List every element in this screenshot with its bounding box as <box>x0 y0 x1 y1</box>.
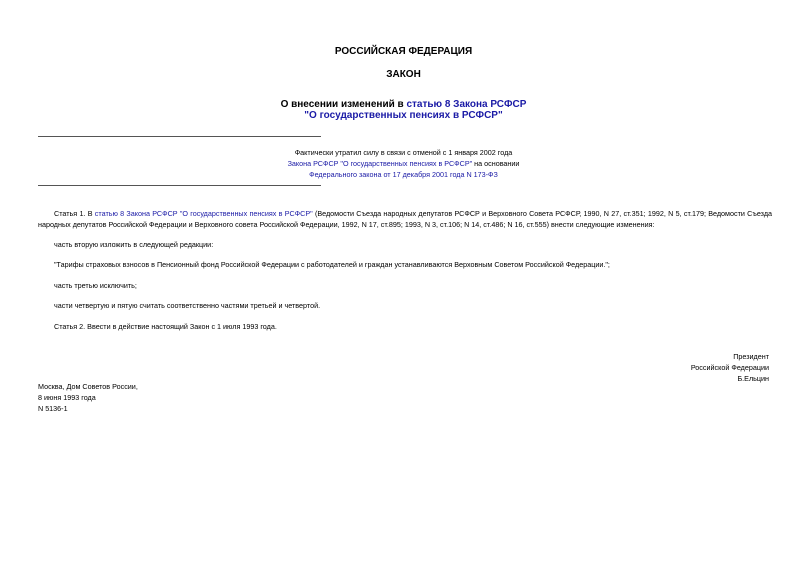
status-line-2 <box>0 158 807 169</box>
top-divider <box>38 136 321 137</box>
place-line: Москва, Дом Советов России, <box>38 382 138 391</box>
title-prefix: О внесении изменений в <box>280 99 407 110</box>
article-1-paragraph <box>38 208 772 230</box>
title-law-link[interactable]: "О государственных пенсиях в РСФСР" <box>304 110 503 121</box>
article-2-paragraph: Статья 2. Ввести в действие настоящий Закон с 1 июля 1993 года. <box>54 322 277 331</box>
status-federal-law-link[interactable]: Федерального закона от 17 декабря 2001 года N 173-ФЗ <box>309 170 498 179</box>
signature-name: Б.Ельцин <box>737 374 769 383</box>
status-line-2-rest: на основании <box>472 159 520 168</box>
signature-title: Президент <box>733 352 769 361</box>
status-law-link[interactable]: Закона РСФСР "О государственных пенсиях в РСФСР" <box>287 159 473 168</box>
signature-country: Российской Федерации <box>690 363 769 372</box>
paragraph-3: "Тарифы страховых взносов в Пенсионный фонд Российской Федерации с работодателей и граждан устанавливаются Верховным Советом Российской Федерации."; <box>54 260 610 269</box>
date-line: 8 июня 1993 года <box>38 393 96 402</box>
paragraph-2: часть вторую изложить в следующей редакции: <box>54 240 214 249</box>
paragraph-5: части четвертую и пятую считать соответственно частями третьей и четвертой. <box>54 301 321 310</box>
document-number: N 5136-1 <box>38 404 68 413</box>
country-heading: РОССИЙСКАЯ ФЕДЕРАЦИЯ <box>334 46 473 57</box>
article-1-start: Статья 1. В <box>54 209 95 218</box>
status-line-1: Фактически утратил силу в связи с отменой с 1 января 2002 года <box>294 148 513 157</box>
title-article-link[interactable]: статью 8 Закона РСФСР <box>406 99 527 110</box>
article-1-link[interactable]: статью 8 Закона РСФСР "О государственных пенсиях в РСФСР" <box>94 209 313 218</box>
article-1-rest: (Ведомости Съезда народных депутатов РСФСР и Верховного Совета РСФСР, 1990, N 27, ст.351; 1992, N 5, ст.179; Ведомости Съезда народных депутатов Российской Федерации и Верховного совета Российской Федерации, 1992, N 17, ст.895; 1993, N 3, ст.106; N 14, ст.486; N 16, ст.555) внести следующие изменения: <box>38 209 773 229</box>
paragraph-4: часть третью исключить; <box>54 281 137 290</box>
doc-type-heading: ЗАКОН <box>386 69 421 80</box>
bottom-divider <box>38 185 321 186</box>
